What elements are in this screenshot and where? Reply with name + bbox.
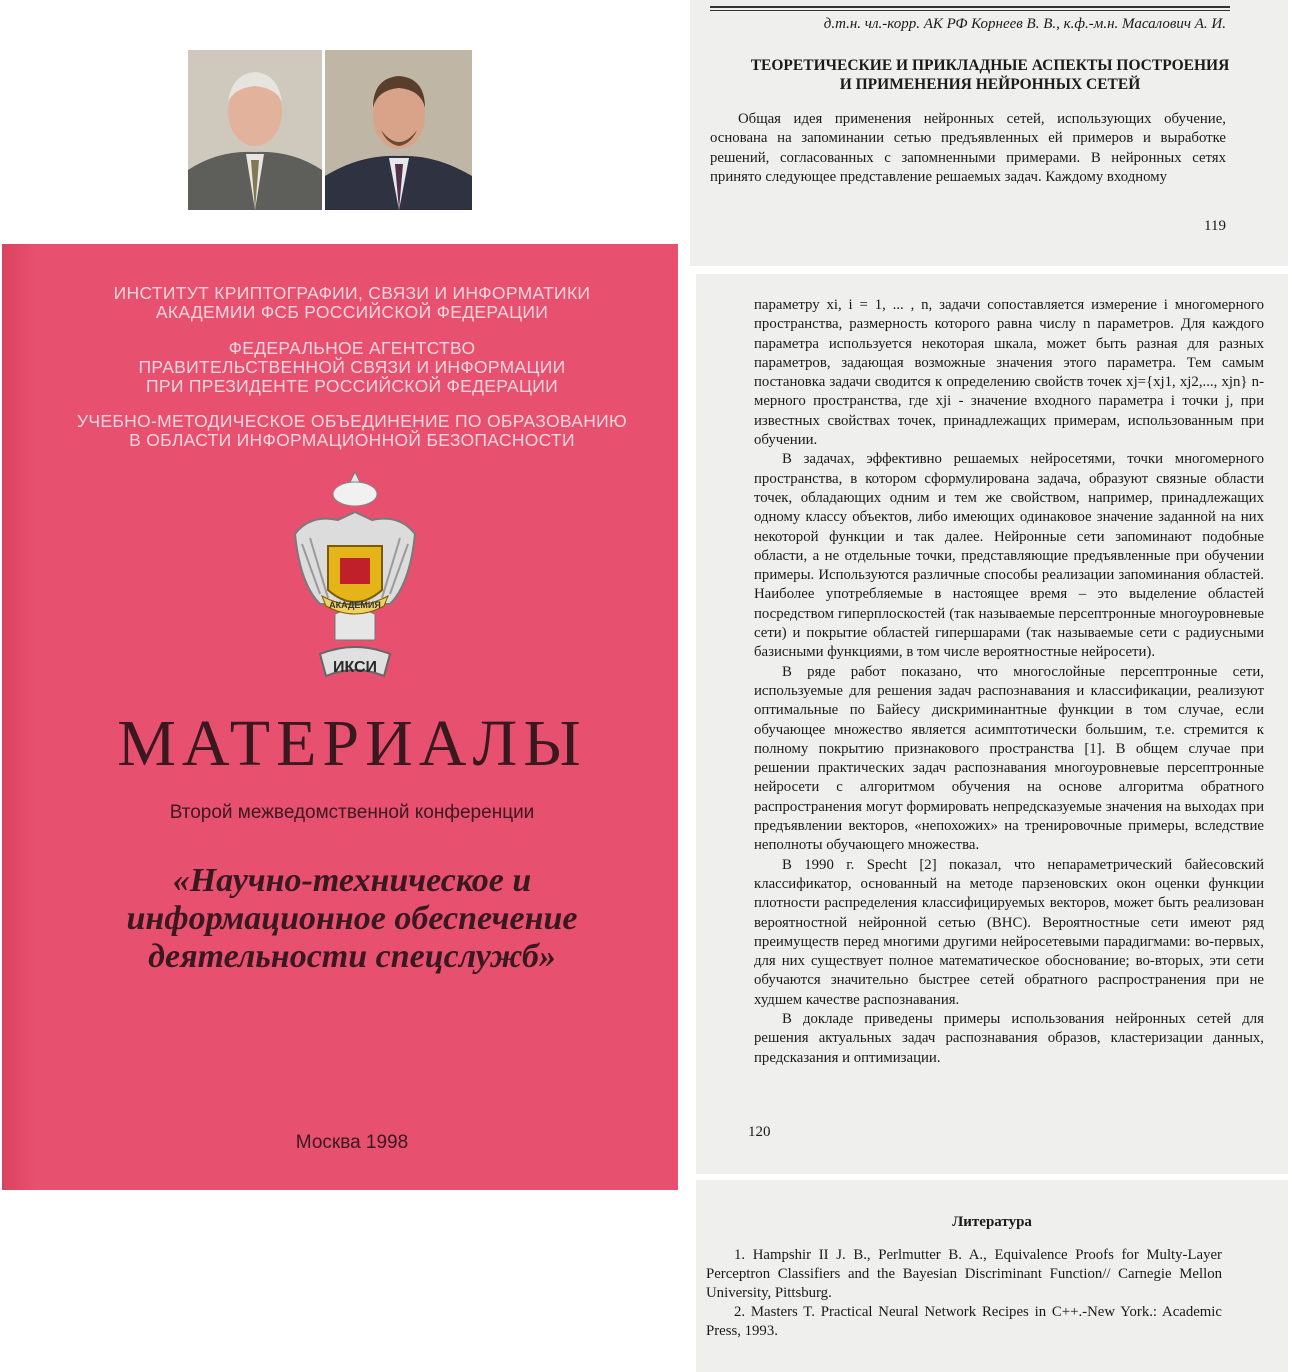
paper-body <box>754 296 1264 1068</box>
conference-title: «Научно-техническое и информационное обеспечение деятельности спецслужб» <box>126 862 578 975</box>
paper-authors: д.т.н. чл.-корр. АК РФ Корнеев В. В., к.ф.-м.н. Масалович А. И. <box>823 16 1226 32</box>
academy-emblem-icon <box>280 464 430 694</box>
page-120-scan <box>696 274 1288 1174</box>
reference-item: 1. Hampshir II J. B., Perlmutter B. A., Equivalence Proofs for Multy-Layer Perceptron Classifiers and the Bayesian Discriminant Function// Carnegie Mellon University, Pittsburg. <box>706 1247 1222 1301</box>
paper-title: ТЕОРЕТИЧЕСКИЕ И ПРИКЛАДНЫЕ АСПЕКТЫ ПОСТРОЕНИЯ И ПРИМЕНЕНИЯ НЕЙРОННЫХ СЕТЕЙ <box>750 57 1230 93</box>
book-cover <box>2 244 678 1190</box>
cover-organization-2: ФЕДЕРАЛЬНОЕ АГЕНТСТВО ПРАВИТЕЛЬСТВЕННОЙ СВЯЗИ И ИНФОРМАЦИИ ПРИ ПРЕЗИДЕНТЕ РОССИЙСКОЙ ФЕДЕРАЦИИ <box>138 338 566 396</box>
references-title: Литература <box>952 1214 1032 1230</box>
body-paragraph: В 1990 г. Specht [2] показал, что непараметрический байесовский классификатор, основанный на методе парзеновских окон оценки функции плотности распределения классифицируемых векторов, может быть реализован вероятностной нейронной сетью (ВНС). Вероятностные сети имеют ряд преимуществ перед многими другими нейросетевыми парадигмами: во-первых, для них существует полное математическое обоснование; во-вторых, эти сети обучаются значительно быстрее сетей обратного распространения при не худшем качестве распознавания. <box>754 856 1264 1008</box>
page-number: 120 <box>748 1124 771 1140</box>
cover-title: МАТЕРИАЛЫ <box>117 707 587 780</box>
references-scan <box>696 1180 1288 1372</box>
cover-organization-1: ИНСТИТУТ КРИПТОГРАФИИ, СВЯЗИ И ИНФОРМАТИКИ АКАДЕМИИ ФСБ РОССИЙСКОЙ ФЕДЕРАЦИИ <box>113 283 591 322</box>
references-list <box>706 1246 1222 1341</box>
cover-subtitle: Второй межведомственной конференции <box>169 802 535 823</box>
paper-intro-paragraph: Общая идея применения нейронных сетей, использующих обучение, основана на запоминании сетью предъявленных ей примеров и выработке решений, согласованных с запомненными примерами. В нейронных сетях принято следующее представление решаемых задач. Каждому входному <box>710 111 1226 185</box>
author-photo-2 <box>325 50 472 210</box>
body-paragraph: В докладе приведены примеры использования нейронных сетей для решения актуальных задач распознавания образов, кластеризации данных, предсказания и оптимизации. <box>754 1010 1264 1066</box>
svg-text:АКАДЕМИЯ: АКАДЕМИЯ <box>329 600 381 610</box>
page-119-scan <box>690 0 1288 266</box>
reference-item: 2. Masters T. Practical Neural Network Recipes in C++.-New York.: Academic Press, 1993. <box>706 1304 1222 1339</box>
body-paragraph: В ряде работ показано, что многослойные персептронные сети, используемые для решения задач распознавания и классификации, реализуют оптимальные по Байесу дискриминантные функции в том случае, если обучающее множество является асимптотически большим, т.е. стремится к полному покрытию признакового пространства [1]. В общем случае при решении практических задач распознавания многоуровневые персептронные нейросети с алгоритмом обучения на основе алгоритма обратного распространения могут формировать непредсказуемые значения на выходах при предъявлении векторов, «непохожих» на тренировочные примеры, вследствие неполноты обучающего множества. <box>754 663 1264 854</box>
author-photo-1 <box>188 50 322 210</box>
page-number: 119 <box>1204 218 1226 234</box>
cover-organization-3: УЧЕБНО-МЕТОДИЧЕСКОЕ ОБЪЕДИНЕНИЕ ПО ОБРАЗОВАНИЮ В ОБЛАСТИ ИНФОРМАЦИОННОЙ БЕЗОПАСНОСТИ <box>76 411 628 450</box>
body-paragraph: В задачах, эффективно решаемых нейросетями, точки многомерного пространства, в котором сформулирована задача, образуют связные области точек, обладающих одним и тем же свойством, например, принадлежащих одному классу объектов, либо имеющих одинаковое значение заданной на них некоторой функции и так далее. Нейронные сети запоминают подобные области, а не отдельные точки, представляющие предъявленные при обучении примеры. Используются различные способы реализации запоминания областей. Наиболее употребляемые в настоящее время – это выделение областей посредством гиперплоскостей (так называемые персептронные многоуровневые сети) и покрытие областей гипершарами (так называемые сети с радиусными базисными функциями, в том числе вероятностные нейросети). <box>754 451 1264 661</box>
body-paragraph: параметру xi, i = 1, ... , n, задачи сопоставляется измерение i многомерного пространства, размерность которого равна числу n параметров. Для каждого параметра используется некоторая шкала, может быть разная для разных параметров, задающая возможные значения этого параметра. Тем самым постановка задачи сводится к определению свойств точек xj={xj1, xj2,..., xjn} n-мерного пространства, где xji - значение входного параметра i точки j, при известных свойствах точек, принадлежащих примерам, использованным при обучении. <box>754 297 1264 449</box>
cover-city-year: Москва 1998 <box>295 1132 409 1153</box>
header-rule <box>710 6 1230 8</box>
svg-text:ИКСИ: ИКСИ <box>332 659 378 676</box>
header-rule-thin <box>710 10 1230 11</box>
